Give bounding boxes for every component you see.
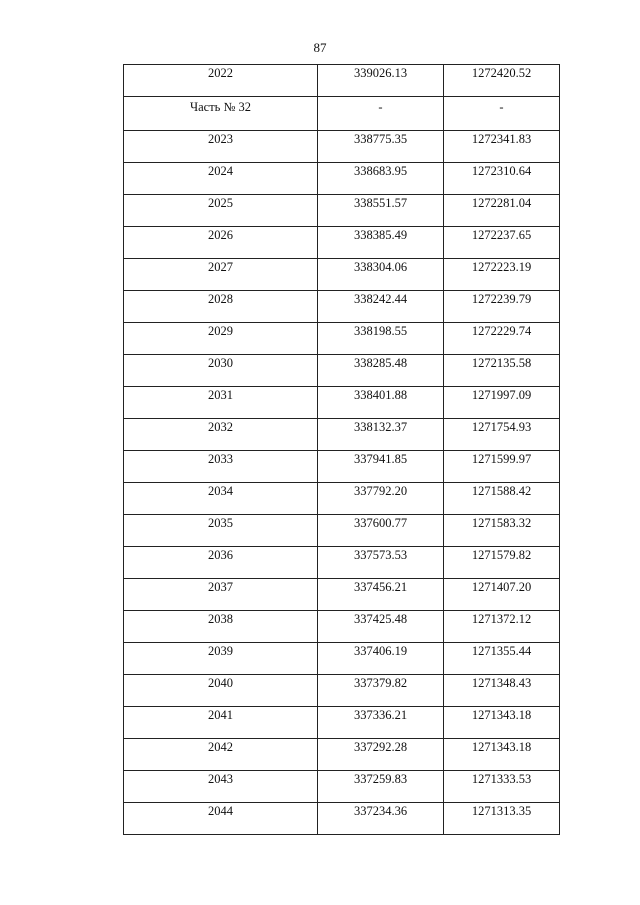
x-coordinate-cell: 338401.88 xyxy=(318,387,444,419)
y-coordinate-cell: 1271997.09 xyxy=(444,387,560,419)
point-cell: 2037 xyxy=(124,579,318,611)
y-coordinate-cell: 1271355.44 xyxy=(444,643,560,675)
x-coordinate-cell: 337234.36 xyxy=(318,803,444,835)
y-coordinate-cell: 1271343.18 xyxy=(444,739,560,771)
y-coordinate-cell: 1271313.35 xyxy=(444,803,560,835)
point-cell: 2030 xyxy=(124,355,318,387)
point-cell: 2028 xyxy=(124,291,318,323)
x-coordinate-cell: - xyxy=(318,97,444,131)
y-coordinate-cell: 1272135.58 xyxy=(444,355,560,387)
table-row xyxy=(124,355,560,387)
table-row xyxy=(124,291,560,323)
point-cell: 2043 xyxy=(124,771,318,803)
x-coordinate-cell: 338242.44 xyxy=(318,291,444,323)
table-row xyxy=(124,675,560,707)
y-coordinate-cell: 1271588.42 xyxy=(444,483,560,515)
table-row xyxy=(124,97,560,131)
x-coordinate-cell: 338551.57 xyxy=(318,195,444,227)
point-cell: 2032 xyxy=(124,419,318,451)
table-row xyxy=(124,707,560,739)
y-coordinate-cell: 1272310.64 xyxy=(444,163,560,195)
y-coordinate-cell: 1272237.65 xyxy=(444,227,560,259)
table-row xyxy=(124,163,560,195)
table-row xyxy=(124,643,560,675)
y-coordinate-cell: 1271583.32 xyxy=(444,515,560,547)
x-coordinate-cell: 338385.49 xyxy=(318,227,444,259)
x-coordinate-cell: 337456.21 xyxy=(318,579,444,611)
point-cell: 2033 xyxy=(124,451,318,483)
y-coordinate-cell: 1272239.79 xyxy=(444,291,560,323)
x-coordinate-cell: 337573.53 xyxy=(318,547,444,579)
x-coordinate-cell: 338683.95 xyxy=(318,163,444,195)
point-cell: 2034 xyxy=(124,483,318,515)
table-row xyxy=(124,419,560,451)
point-cell: Часть № 32 xyxy=(124,97,318,131)
y-coordinate-cell: 1271407.20 xyxy=(444,579,560,611)
table-row xyxy=(124,803,560,835)
point-cell: 2024 xyxy=(124,163,318,195)
point-cell: 2040 xyxy=(124,675,318,707)
y-coordinate-cell: - xyxy=(444,97,560,131)
point-cell: 2036 xyxy=(124,547,318,579)
y-coordinate-cell: 1272341.83 xyxy=(444,131,560,163)
point-cell: 2025 xyxy=(124,195,318,227)
x-coordinate-cell: 337379.82 xyxy=(318,675,444,707)
y-coordinate-cell: 1271754.93 xyxy=(444,419,560,451)
x-coordinate-cell: 337336.21 xyxy=(318,707,444,739)
x-coordinate-cell: 337941.85 xyxy=(318,451,444,483)
coordinates-table-body xyxy=(124,65,560,835)
table-row xyxy=(124,547,560,579)
table-row xyxy=(124,323,560,355)
y-coordinate-cell: 1272223.19 xyxy=(444,259,560,291)
x-coordinate-cell: 337259.83 xyxy=(318,771,444,803)
y-coordinate-cell: 1271599.97 xyxy=(444,451,560,483)
table-row xyxy=(124,611,560,643)
x-coordinate-cell: 337425.48 xyxy=(318,611,444,643)
y-coordinate-cell: 1271343.18 xyxy=(444,707,560,739)
table-row xyxy=(124,65,560,97)
page-number: 87 xyxy=(313,40,327,55)
table-row xyxy=(124,771,560,803)
point-cell: 2041 xyxy=(124,707,318,739)
x-coordinate-cell: 337406.19 xyxy=(318,643,444,675)
x-coordinate-cell: 337292.28 xyxy=(318,739,444,771)
point-cell: 2022 xyxy=(124,65,318,97)
point-cell: 2029 xyxy=(124,323,318,355)
table-row xyxy=(124,259,560,291)
point-cell: 2031 xyxy=(124,387,318,419)
y-coordinate-cell: 1271333.53 xyxy=(444,771,560,803)
y-coordinate-cell: 1271348.43 xyxy=(444,675,560,707)
point-cell: 2035 xyxy=(124,515,318,547)
x-coordinate-cell: 338198.55 xyxy=(318,323,444,355)
table-row xyxy=(124,227,560,259)
y-coordinate-cell: 1271579.82 xyxy=(444,547,560,579)
table-row xyxy=(124,579,560,611)
x-coordinate-cell: 338132.37 xyxy=(318,419,444,451)
y-coordinate-cell: 1272281.04 xyxy=(444,195,560,227)
table-row xyxy=(124,739,560,771)
table-row xyxy=(124,483,560,515)
point-cell: 2039 xyxy=(124,643,318,675)
x-coordinate-cell: 338304.06 xyxy=(318,259,444,291)
point-cell: 2023 xyxy=(124,131,318,163)
point-cell: 2026 xyxy=(124,227,318,259)
x-coordinate-cell: 338775.35 xyxy=(318,131,444,163)
point-cell: 2038 xyxy=(124,611,318,643)
y-coordinate-cell: 1272420.52 xyxy=(444,65,560,97)
x-coordinate-cell: 337600.77 xyxy=(318,515,444,547)
point-cell: 2042 xyxy=(124,739,318,771)
y-coordinate-cell: 1272229.74 xyxy=(444,323,560,355)
table-row xyxy=(124,131,560,163)
point-cell: 2044 xyxy=(124,803,318,835)
x-coordinate-cell: 338285.48 xyxy=(318,355,444,387)
coordinates-table xyxy=(123,64,560,835)
table-row xyxy=(124,195,560,227)
x-coordinate-cell: 337792.20 xyxy=(318,483,444,515)
y-coordinate-cell: 1271372.12 xyxy=(444,611,560,643)
table-row xyxy=(124,451,560,483)
x-coordinate-cell: 339026.13 xyxy=(318,65,444,97)
point-cell: 2027 xyxy=(124,259,318,291)
table-row xyxy=(124,387,560,419)
table-row xyxy=(124,515,560,547)
